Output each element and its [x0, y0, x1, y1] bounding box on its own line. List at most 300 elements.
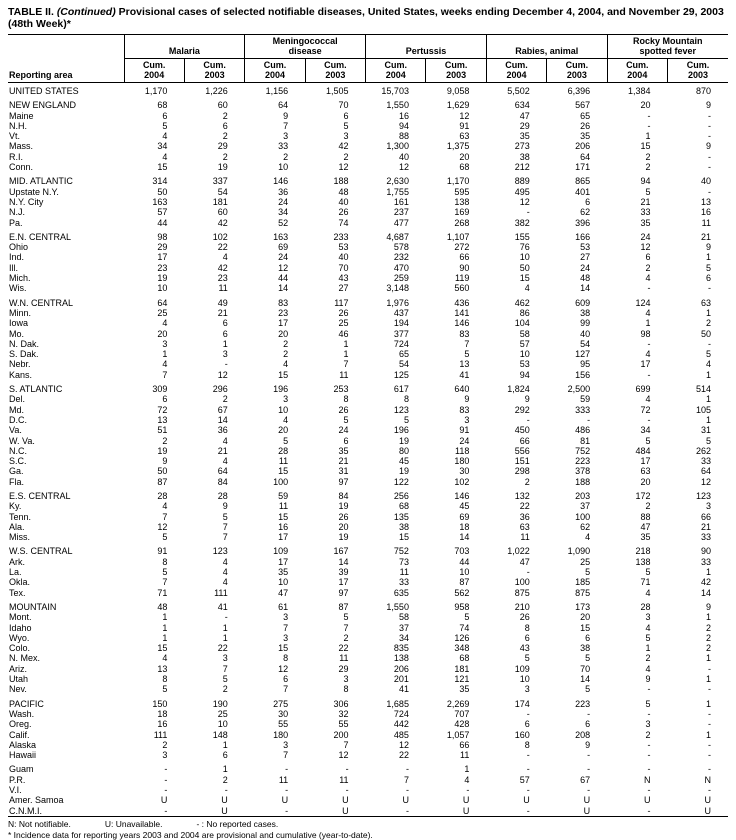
- value-cell: 3: [222, 653, 228, 664]
- value-cell: 64: [157, 297, 168, 308]
- value-cell: 166: [575, 231, 591, 242]
- value-cell: 16: [278, 521, 289, 532]
- reporting-area-header: Reporting area: [8, 35, 124, 83]
- value-cell: 73: [398, 556, 409, 567]
- value-cell: 160: [514, 729, 530, 740]
- value-cell: -: [708, 120, 711, 131]
- value-cell: 29: [217, 141, 228, 152]
- value-cell: 2: [222, 151, 228, 162]
- value-cell: 5: [645, 698, 651, 709]
- value-cell: 2: [162, 435, 168, 446]
- value-cell: 60: [217, 100, 228, 111]
- value-cell: 155: [514, 231, 530, 242]
- value-cell: 7: [403, 774, 409, 785]
- value-cell: 8: [162, 556, 168, 567]
- value-cell: -: [164, 764, 168, 775]
- value-cell: 97: [338, 476, 349, 487]
- value-cell: -: [647, 785, 651, 795]
- value-cell: U: [523, 795, 530, 806]
- table-row: [8, 512, 728, 522]
- reporting-area-cell: Fla.: [9, 476, 25, 487]
- col-header-rmsf-cum-2004: Cum. 2004: [607, 59, 667, 83]
- value-cell: 26: [338, 404, 349, 415]
- group-header-meningococcal-disease: Meningococcal disease: [245, 35, 366, 59]
- value-cell: 4: [524, 283, 530, 294]
- value-cell: 111: [153, 729, 168, 740]
- table-row: [8, 339, 728, 349]
- value-cell: 15: [278, 643, 289, 654]
- table-body: [8, 83, 728, 817]
- value-cell: 146: [454, 318, 470, 329]
- value-cell: 309: [152, 384, 168, 395]
- value-cell: 206: [575, 141, 591, 152]
- value-cell: 11: [701, 217, 711, 228]
- value-cell: 34: [278, 207, 289, 218]
- value-cell: 127: [575, 349, 591, 360]
- value-cell: 5: [343, 612, 349, 623]
- value-cell: 3: [283, 612, 289, 623]
- value-cell: 6: [162, 110, 168, 121]
- value-cell: 48: [157, 601, 168, 612]
- value-cell: 2: [645, 653, 651, 664]
- value-cell: 19: [338, 532, 349, 543]
- value-cell: 272: [454, 242, 470, 253]
- value-cell: 609: [575, 297, 591, 308]
- table-row: [8, 612, 728, 622]
- value-cell: 1: [705, 729, 711, 740]
- value-cell: 45: [459, 501, 470, 512]
- value-cell: 4: [162, 653, 168, 664]
- value-cell: 15: [278, 466, 289, 477]
- table-row: [8, 664, 728, 674]
- value-cell: -: [224, 785, 228, 795]
- value-cell: 25: [338, 318, 349, 329]
- value-cell: 52: [278, 217, 289, 228]
- value-cell: 20: [157, 328, 168, 339]
- value-cell: 48: [580, 273, 591, 284]
- value-cell: 20: [278, 425, 289, 436]
- value-cell: -: [647, 283, 651, 294]
- value-cell: 69: [459, 511, 470, 522]
- value-cell: U: [221, 795, 228, 806]
- value-cell: 98: [640, 328, 651, 339]
- value-cell: 30: [459, 466, 470, 477]
- value-cell: 68: [398, 501, 409, 512]
- value-cell: 16: [398, 110, 409, 121]
- value-cell: 6: [343, 435, 349, 446]
- value-cell: 15,703: [381, 86, 409, 96]
- value-cell: 10: [519, 674, 530, 685]
- value-cell: 6: [524, 632, 530, 643]
- value-cell: -: [285, 764, 289, 775]
- value-cell: 5: [645, 435, 651, 446]
- value-cell: 298: [514, 466, 530, 477]
- reporting-area-cell: Mont.: [9, 612, 32, 623]
- value-cell: -: [526, 764, 530, 775]
- value-cell: 3,148: [386, 283, 409, 294]
- value-cell: 3: [283, 131, 289, 142]
- value-cell: 20: [459, 151, 470, 162]
- table-row: [8, 740, 728, 750]
- value-cell: 9: [524, 394, 530, 405]
- value-cell: 21: [338, 456, 349, 467]
- value-cell: 1: [705, 567, 711, 578]
- value-cell: 26: [338, 307, 349, 318]
- value-cell: 14: [700, 587, 711, 598]
- value-cell: 15: [157, 643, 168, 654]
- value-cell: 14: [278, 283, 289, 294]
- value-cell: 47: [519, 556, 530, 567]
- value-cell: 32: [338, 708, 349, 719]
- value-cell: -: [224, 612, 228, 623]
- value-cell: 10: [519, 349, 530, 360]
- value-cell: 4: [162, 501, 168, 512]
- value-cell: 1: [222, 739, 228, 750]
- col-header-rmsf-cum-2003: Cum. 2003: [668, 59, 728, 83]
- value-cell: 135: [393, 511, 409, 522]
- value-cell: 27: [338, 283, 349, 294]
- value-cell: 97: [338, 587, 349, 598]
- value-cell: 50: [519, 262, 530, 273]
- value-cell: -: [647, 739, 651, 750]
- value-cell: 64: [580, 151, 591, 162]
- value-cell: 54: [398, 359, 409, 370]
- value-cell: 1: [162, 612, 168, 623]
- value-cell: 1,226: [205, 86, 228, 96]
- value-cell: 40: [398, 151, 409, 162]
- table-row: [8, 111, 728, 121]
- value-cell: 14: [580, 283, 591, 294]
- table-row: [8, 232, 728, 242]
- value-cell: 100: [273, 476, 289, 487]
- value-cell: 87: [157, 476, 168, 487]
- value-cell: 306: [333, 698, 349, 709]
- value-cell: 9: [162, 456, 168, 467]
- value-cell: 25: [580, 556, 591, 567]
- value-cell: 14: [459, 532, 470, 543]
- value-cell: 69: [278, 242, 289, 253]
- reporting-area-cell: Ky.: [9, 501, 22, 512]
- value-cell: 9,058: [446, 86, 470, 96]
- value-cell: 5: [162, 532, 168, 543]
- value-cell: 337: [212, 176, 228, 187]
- value-cell: 40: [700, 176, 711, 187]
- value-cell: -: [526, 785, 530, 795]
- value-cell: 16: [157, 719, 168, 730]
- value-cell: 34: [157, 141, 168, 152]
- value-cell: 61: [278, 601, 289, 612]
- value-cell: 46: [338, 328, 349, 339]
- value-cell: 67: [580, 774, 591, 785]
- value-cell: 5: [403, 414, 409, 425]
- value-cell: 35: [519, 131, 530, 142]
- value-cell: 2: [645, 151, 651, 162]
- value-cell: 57: [157, 207, 168, 218]
- value-cell: 2: [222, 684, 228, 695]
- value-cell: 3: [645, 719, 651, 730]
- value-cell: 111: [214, 587, 228, 598]
- value-cell: U: [583, 795, 591, 806]
- value-cell: 6: [222, 750, 228, 761]
- table-row: [8, 643, 728, 653]
- value-cell: 2: [645, 162, 651, 173]
- value-cell: 5: [343, 414, 349, 425]
- reporting-area-cell: Upstate N.Y.: [9, 186, 59, 197]
- value-cell: 5: [464, 349, 470, 360]
- value-cell: 17: [278, 318, 289, 329]
- value-cell: 66: [459, 739, 470, 750]
- value-cell: 6: [222, 120, 228, 131]
- table-row: [8, 298, 728, 308]
- value-cell: 38: [519, 151, 530, 162]
- value-cell: 104: [514, 318, 530, 329]
- value-cell: 4: [464, 774, 470, 785]
- value-cell: 1: [162, 632, 168, 643]
- footnotes: [8, 819, 728, 840]
- value-cell: 20: [338, 521, 349, 532]
- value-cell: 5: [343, 120, 349, 131]
- value-cell: 35: [278, 567, 289, 578]
- value-cell: 36: [278, 186, 289, 197]
- table-row: [8, 775, 728, 785]
- table-row: [8, 370, 728, 380]
- reporting-area-cell: Calif.: [9, 729, 30, 740]
- value-cell: 22: [338, 643, 349, 654]
- value-cell: 35: [640, 532, 651, 543]
- value-cell: 3: [343, 131, 349, 142]
- value-cell: -: [647, 120, 651, 131]
- value-cell: 121: [454, 674, 470, 685]
- value-cell: 14: [217, 414, 228, 425]
- value-cell: 63: [700, 297, 711, 308]
- value-cell: 13: [700, 196, 711, 207]
- value-cell: 38: [398, 521, 409, 532]
- value-cell: 273: [514, 141, 530, 152]
- value-cell: 1: [343, 338, 349, 349]
- value-cell: 5: [705, 262, 711, 273]
- reporting-area-cell: S.C.: [9, 456, 27, 467]
- value-cell: U: [160, 795, 168, 806]
- value-cell: -: [164, 774, 168, 785]
- value-cell: 161: [393, 196, 409, 207]
- value-cell: 125: [393, 369, 409, 380]
- value-cell: 3: [162, 338, 168, 349]
- value-cell: -: [164, 785, 168, 795]
- table-row: [8, 557, 728, 567]
- value-cell: 1,550: [386, 100, 409, 111]
- value-cell: 9: [222, 501, 228, 512]
- value-cell: 26: [519, 612, 530, 623]
- value-cell: 24: [278, 196, 289, 207]
- reporting-area-cell: N.Y. City: [9, 196, 44, 207]
- value-cell: 4: [222, 435, 228, 446]
- value-cell: 348: [454, 643, 470, 654]
- table-row: [8, 477, 728, 487]
- value-cell: 12: [459, 110, 470, 121]
- value-cell: 11: [339, 653, 349, 664]
- value-cell: 4: [222, 577, 228, 588]
- table-row: [8, 633, 728, 643]
- value-cell: -: [708, 338, 711, 349]
- value-cell: 210: [514, 601, 530, 612]
- value-cell: 4: [585, 532, 591, 543]
- value-cell: 1,824: [507, 384, 530, 395]
- value-cell: 94: [398, 120, 409, 131]
- value-cell: 1,685: [386, 698, 409, 709]
- value-cell: -: [526, 708, 530, 719]
- value-cell: 35: [640, 217, 651, 228]
- value-cell: 7: [283, 120, 289, 131]
- value-cell: 41: [459, 369, 470, 380]
- reporting-area-cell: W.N. CENTRAL: [9, 297, 74, 308]
- value-cell: 707: [454, 708, 470, 719]
- value-cell: 12: [338, 162, 349, 173]
- value-cell: 3: [524, 684, 530, 695]
- value-cell: 25: [217, 708, 228, 719]
- value-cell: -: [708, 131, 711, 142]
- value-cell: 6: [222, 328, 228, 339]
- value-cell: 462: [514, 297, 530, 308]
- value-cell: 38: [580, 643, 591, 654]
- value-cell: 428: [454, 719, 470, 730]
- value-cell: 138: [393, 653, 409, 664]
- value-cell: 2: [222, 774, 228, 785]
- value-cell: 43: [519, 643, 530, 654]
- value-cell: 2: [222, 394, 228, 405]
- value-cell: 43: [338, 273, 349, 284]
- value-cell: -: [647, 369, 651, 380]
- value-cell: 1: [705, 612, 711, 623]
- value-cell: 188: [575, 476, 591, 487]
- value-cell: 6: [222, 318, 228, 329]
- value-cell: 35: [338, 445, 349, 456]
- value-cell: 67: [217, 404, 228, 415]
- value-cell: 9: [705, 100, 711, 111]
- table-row: [8, 197, 728, 207]
- reporting-area-cell: Guam: [9, 764, 34, 775]
- table-row: [8, 491, 728, 501]
- notifiable-diseases-table: [8, 34, 728, 817]
- value-cell: 401: [575, 186, 591, 197]
- value-cell: -: [708, 186, 711, 197]
- group-header-malaria: Malaria: [124, 35, 245, 59]
- value-cell: 200: [333, 729, 349, 740]
- table-row: [8, 623, 728, 633]
- value-cell: 12: [217, 369, 228, 380]
- value-cell: 88: [640, 511, 651, 522]
- value-cell: 8: [283, 653, 289, 664]
- value-cell: 148: [212, 729, 228, 740]
- value-cell: 4: [222, 252, 228, 263]
- value-cell: 74: [459, 622, 470, 633]
- col-header-malaria-cum-2004: Cum. 2004: [124, 59, 184, 83]
- value-cell: 33: [640, 207, 651, 218]
- value-cell: 8: [162, 674, 168, 685]
- value-cell: 4: [222, 556, 228, 567]
- reporting-area-cell: Nev.: [9, 684, 27, 695]
- table-row: [8, 577, 728, 587]
- value-cell: 64: [278, 100, 289, 111]
- value-cell: 212: [514, 162, 530, 173]
- value-cell: 514: [695, 384, 711, 395]
- reporting-area-cell: Mass.: [9, 141, 34, 152]
- table-row: [8, 415, 728, 425]
- reporting-area-cell: W. Va.: [9, 435, 35, 446]
- value-cell: U: [402, 795, 409, 806]
- col-header-rabies-cum-2004: Cum. 2004: [486, 59, 546, 83]
- reporting-area-cell: Ark.: [9, 556, 26, 567]
- value-cell: 19: [398, 466, 409, 477]
- reporting-area-cell: Ill.: [9, 262, 18, 273]
- value-cell: 4: [162, 151, 168, 162]
- table-row: [8, 653, 728, 663]
- value-cell: 44: [278, 273, 289, 284]
- value-cell: 174: [514, 698, 530, 709]
- value-cell: 4: [283, 359, 289, 370]
- value-cell: 17: [157, 252, 168, 263]
- value-cell: 190: [212, 698, 228, 709]
- value-cell: 26: [338, 207, 349, 218]
- value-cell: -: [526, 805, 530, 816]
- value-cell: 30: [278, 708, 289, 719]
- value-cell: 15: [640, 141, 651, 152]
- table-row: [8, 532, 728, 542]
- table-row: [8, 329, 728, 339]
- value-cell: 126: [454, 632, 470, 643]
- value-cell: 1: [705, 252, 711, 263]
- reporting-area-cell: Alaska: [9, 739, 37, 750]
- table-row: [8, 131, 728, 141]
- value-cell: 2: [162, 739, 168, 750]
- value-cell: 141: [454, 307, 470, 318]
- value-cell: 28: [217, 490, 228, 501]
- table-row: [8, 466, 728, 476]
- reporting-area-cell: N.H.: [9, 120, 27, 131]
- value-cell: 12: [519, 196, 530, 207]
- value-cell: 12: [278, 262, 289, 273]
- value-cell: 7: [343, 359, 349, 370]
- value-cell: 1: [464, 764, 470, 775]
- value-cell: 53: [580, 242, 591, 253]
- reporting-area-cell: MID. ATLANTIC: [9, 176, 73, 187]
- value-cell: 81: [580, 435, 591, 446]
- value-cell: 35: [459, 684, 470, 695]
- value-cell: 9: [585, 739, 591, 750]
- value-cell: 66: [700, 511, 711, 522]
- value-cell: 72: [157, 404, 168, 415]
- value-cell: 1: [705, 698, 711, 709]
- value-cell: 5: [585, 653, 591, 664]
- value-cell: 6: [162, 394, 168, 405]
- table-row: [8, 674, 728, 684]
- value-cell: 33: [398, 577, 409, 588]
- reporting-area-cell: V.I.: [9, 785, 22, 795]
- table-row: [8, 764, 728, 774]
- value-cell: 40: [338, 252, 349, 263]
- value-cell: 1,022: [507, 546, 530, 557]
- group-header-rocky-mountain-spotted-fever: Rocky Mountain spotted fever: [607, 35, 728, 59]
- value-cell: 171: [575, 162, 591, 173]
- value-cell: 10: [459, 567, 470, 578]
- value-cell: 181: [212, 196, 228, 207]
- value-cell: -: [708, 719, 711, 730]
- value-cell: 12: [278, 663, 289, 674]
- value-cell: 42: [217, 217, 228, 228]
- value-cell: 151: [514, 456, 530, 467]
- incidence-note: * Incidence data for reporting years 2003 and 2004 are provisional and cumulative (year-to-date).: [8, 829, 373, 840]
- value-cell: 1,156: [265, 86, 289, 96]
- value-cell: 5: [283, 435, 289, 446]
